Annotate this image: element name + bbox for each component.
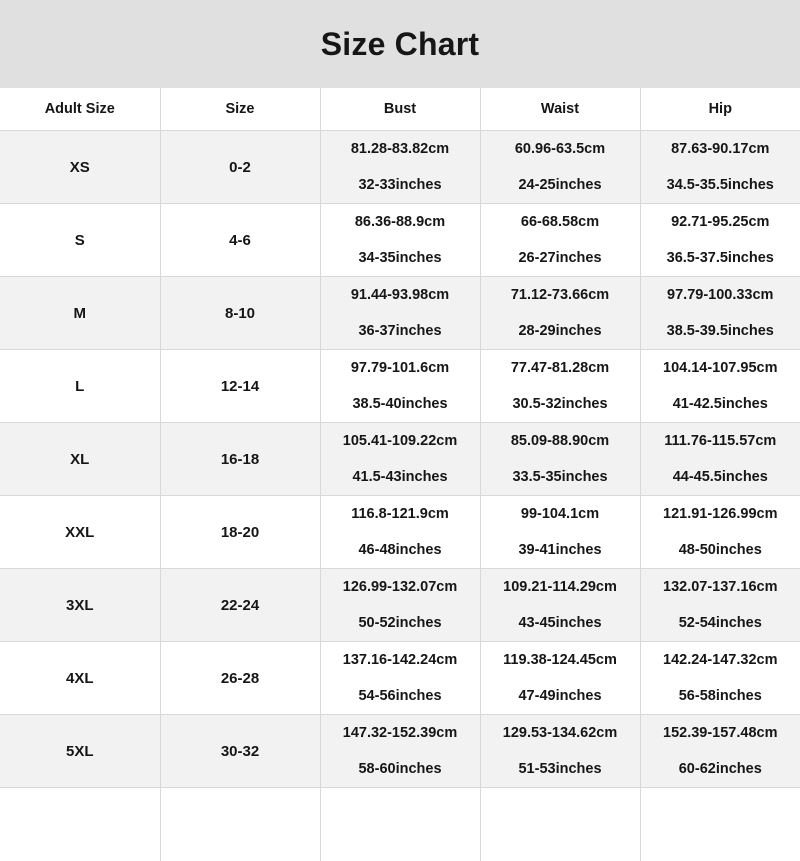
cell-bust-cm: 147.32-152.39cm bbox=[321, 715, 480, 751]
cell-waist-inches: 33.5-35inches bbox=[481, 459, 640, 495]
cell-hip-cm: 152.39-157.48cm bbox=[641, 715, 800, 751]
size-chart-table bbox=[0, 88, 800, 861]
cell-adult-size: XXL bbox=[0, 496, 160, 569]
cell-hip-inches: 36.5-37.5inches bbox=[641, 240, 800, 276]
table-row bbox=[0, 204, 800, 277]
cell-adult-size: 3XL bbox=[0, 569, 160, 642]
cell-waist-cm: 60.96-63.5cm bbox=[481, 131, 640, 167]
cell-hip bbox=[640, 715, 800, 788]
cell-bust-cm: 137.16-142.24cm bbox=[321, 642, 480, 678]
cell-bust-inches: 41.5-43inches bbox=[321, 459, 480, 495]
cell-size: 12-14 bbox=[160, 350, 320, 423]
cell-bust-cm: 116.8-121.9cm bbox=[321, 496, 480, 532]
cell-waist-inches: 24-25inches bbox=[481, 167, 640, 203]
cell-size: 22-24 bbox=[160, 569, 320, 642]
filler-cell bbox=[480, 788, 640, 861]
cell-waist bbox=[480, 204, 640, 277]
cell-waist-cm: 99-104.1cm bbox=[481, 496, 640, 532]
cell-waist-cm: 119.38-124.45cm bbox=[481, 642, 640, 678]
cell-hip-cm: 111.76-115.57cm bbox=[641, 423, 800, 459]
cell-waist-cm: 71.12-73.66cm bbox=[481, 277, 640, 313]
cell-hip-inches: 52-54inches bbox=[641, 605, 800, 641]
cell-bust-inches: 50-52inches bbox=[321, 605, 480, 641]
cell-bust bbox=[320, 131, 480, 204]
column-header-bust: Bust bbox=[320, 88, 480, 131]
cell-waist bbox=[480, 496, 640, 569]
cell-bust-inches: 34-35inches bbox=[321, 240, 480, 276]
table-row bbox=[0, 277, 800, 350]
cell-bust-inches: 54-56inches bbox=[321, 678, 480, 714]
cell-bust-cm: 105.41-109.22cm bbox=[321, 423, 480, 459]
cell-hip-inches: 38.5-39.5inches bbox=[641, 313, 800, 349]
cell-hip-cm: 92.71-95.25cm bbox=[641, 204, 800, 240]
filler-cell bbox=[0, 788, 160, 861]
cell-bust-inches: 36-37inches bbox=[321, 313, 480, 349]
table-row bbox=[0, 496, 800, 569]
cell-adult-size: S bbox=[0, 204, 160, 277]
table-row bbox=[0, 131, 800, 204]
cell-hip-inches: 56-58inches bbox=[641, 678, 800, 714]
cell-waist-inches: 26-27inches bbox=[481, 240, 640, 276]
cell-waist bbox=[480, 423, 640, 496]
cell-waist-cm: 109.21-114.29cm bbox=[481, 569, 640, 605]
cell-hip bbox=[640, 496, 800, 569]
cell-waist bbox=[480, 131, 640, 204]
cell-hip-cm: 142.24-147.32cm bbox=[641, 642, 800, 678]
cell-hip bbox=[640, 204, 800, 277]
column-header-size: Size bbox=[160, 88, 320, 131]
cell-hip-cm: 132.07-137.16cm bbox=[641, 569, 800, 605]
cell-hip-inches: 34.5-35.5inches bbox=[641, 167, 800, 203]
cell-adult-size: 4XL bbox=[0, 642, 160, 715]
cell-hip bbox=[640, 642, 800, 715]
cell-bust bbox=[320, 496, 480, 569]
cell-bust bbox=[320, 423, 480, 496]
cell-waist bbox=[480, 277, 640, 350]
cell-waist-inches: 30.5-32inches bbox=[481, 386, 640, 422]
cell-waist bbox=[480, 715, 640, 788]
cell-adult-size: 5XL bbox=[0, 715, 160, 788]
cell-adult-size: XS bbox=[0, 131, 160, 204]
cell-bust bbox=[320, 277, 480, 350]
cell-size: 8-10 bbox=[160, 277, 320, 350]
cell-bust-cm: 91.44-93.98cm bbox=[321, 277, 480, 313]
cell-adult-size: XL bbox=[0, 423, 160, 496]
cell-waist-inches: 39-41inches bbox=[481, 532, 640, 568]
cell-waist-inches: 51-53inches bbox=[481, 751, 640, 787]
page-title: Size Chart bbox=[321, 26, 479, 63]
cell-hip bbox=[640, 423, 800, 496]
cell-bust bbox=[320, 569, 480, 642]
cell-waist-cm: 129.53-134.62cm bbox=[481, 715, 640, 751]
cell-hip-cm: 87.63-90.17cm bbox=[641, 131, 800, 167]
filler-cell bbox=[640, 788, 800, 861]
cell-bust-cm: 97.79-101.6cm bbox=[321, 350, 480, 386]
column-header-hip: Hip bbox=[640, 88, 800, 131]
cell-bust-inches: 58-60inches bbox=[321, 751, 480, 787]
cell-bust bbox=[320, 642, 480, 715]
cell-bust-cm: 81.28-83.82cm bbox=[321, 131, 480, 167]
cell-size: 30-32 bbox=[160, 715, 320, 788]
column-header-waist: Waist bbox=[480, 88, 640, 131]
cell-size: 0-2 bbox=[160, 131, 320, 204]
filler-cell bbox=[320, 788, 480, 861]
table-body bbox=[0, 131, 800, 861]
table-row bbox=[0, 350, 800, 423]
table-row bbox=[0, 423, 800, 496]
cell-bust-inches: 46-48inches bbox=[321, 532, 480, 568]
cell-hip-cm: 97.79-100.33cm bbox=[641, 277, 800, 313]
cell-waist-cm: 85.09-88.90cm bbox=[481, 423, 640, 459]
cell-bust-inches: 38.5-40inches bbox=[321, 386, 480, 422]
table-row bbox=[0, 569, 800, 642]
title-bar bbox=[0, 0, 800, 88]
table-row-filler bbox=[0, 788, 800, 861]
cell-hip-inches: 41-42.5inches bbox=[641, 386, 800, 422]
cell-waist bbox=[480, 569, 640, 642]
cell-size: 4-6 bbox=[160, 204, 320, 277]
cell-hip-cm: 104.14-107.95cm bbox=[641, 350, 800, 386]
cell-hip bbox=[640, 350, 800, 423]
cell-waist-cm: 77.47-81.28cm bbox=[481, 350, 640, 386]
cell-waist-inches: 28-29inches bbox=[481, 313, 640, 349]
cell-size: 18-20 bbox=[160, 496, 320, 569]
cell-hip-inches: 44-45.5inches bbox=[641, 459, 800, 495]
cell-adult-size: M bbox=[0, 277, 160, 350]
cell-bust bbox=[320, 350, 480, 423]
cell-bust-cm: 86.36-88.9cm bbox=[321, 204, 480, 240]
cell-bust bbox=[320, 204, 480, 277]
cell-bust-cm: 126.99-132.07cm bbox=[321, 569, 480, 605]
cell-hip-inches: 60-62inches bbox=[641, 751, 800, 787]
cell-waist-cm: 66-68.58cm bbox=[481, 204, 640, 240]
cell-hip bbox=[640, 277, 800, 350]
cell-bust bbox=[320, 715, 480, 788]
column-header-adult-size: Adult Size bbox=[0, 88, 160, 131]
table-row bbox=[0, 642, 800, 715]
cell-hip-cm: 121.91-126.99cm bbox=[641, 496, 800, 532]
table-header-row bbox=[0, 88, 800, 131]
table-header bbox=[0, 88, 800, 131]
cell-waist bbox=[480, 350, 640, 423]
cell-hip-inches: 48-50inches bbox=[641, 532, 800, 568]
cell-adult-size: L bbox=[0, 350, 160, 423]
cell-hip bbox=[640, 131, 800, 204]
cell-waist bbox=[480, 642, 640, 715]
cell-hip bbox=[640, 569, 800, 642]
cell-size: 26-28 bbox=[160, 642, 320, 715]
cell-bust-inches: 32-33inches bbox=[321, 167, 480, 203]
filler-cell bbox=[160, 788, 320, 861]
cell-waist-inches: 43-45inches bbox=[481, 605, 640, 641]
table-row bbox=[0, 715, 800, 788]
cell-waist-inches: 47-49inches bbox=[481, 678, 640, 714]
cell-size: 16-18 bbox=[160, 423, 320, 496]
